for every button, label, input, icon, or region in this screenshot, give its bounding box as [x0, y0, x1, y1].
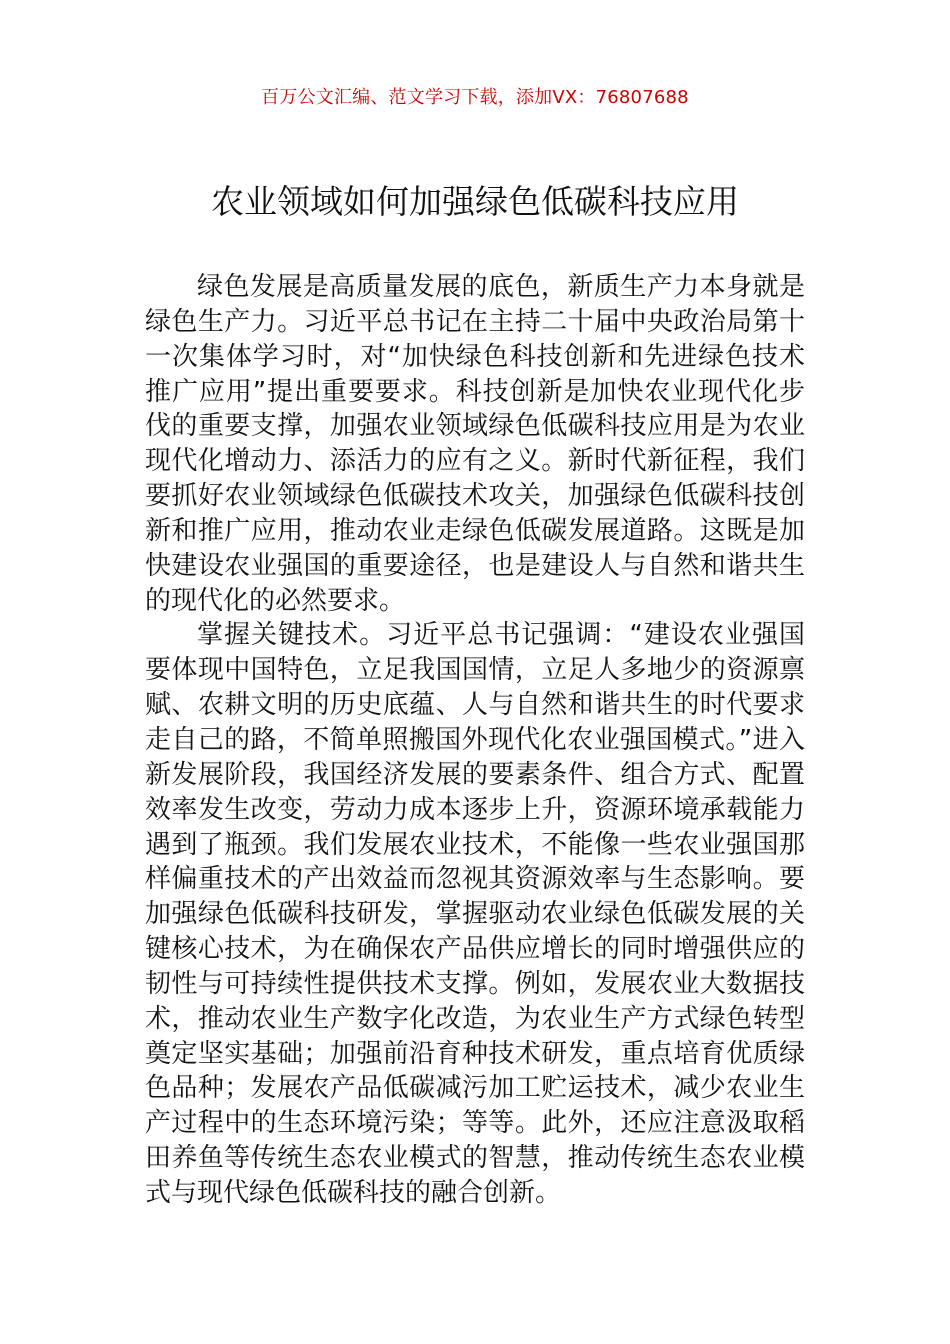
article-body	[145, 270, 805, 1211]
paragraph-key-technology: 掌握关键技术。习近平总书记强调：“建设农业强国要体现中国特色，立足我国国情，立足人多地少的资源禀赋、农耕文明的历史底蕴、人与自然和谐共生的时代要求走自己的路，不简单照搬国外现代化农业强国模式。”进入新发展阶段，我国经济发展的要素条件、组合方式、配置效率发生改变，劳动力成本逐步上升，资源环境承载能力遇到了瓶颈。我们发展农业技术，不能像一些农业强国那样偏重技术的产出效益而忽视其资源效率与生态影响。要加强绿色低碳科技研发，掌握驱动农业绿色低碳发展的关键核心技术，为在确保农产品供应增长的同时增强供应的韧性与可持续性提供技术支撑。例如，发展农业大数据技术，推动农业生产数字化改造，为农业生产方式绿色转型奠定坚实基础；加强前沿育种技术研发，重点培育优质绿色品种；发展农产品低碳减污加工贮运技术，减少农业生产过程中的生态环境污染；等等。此外，还应注意汲取稻田养鱼等传统生态农业模式的智慧，推动传统生态农业模式与现代绿色低碳科技的融合创新。	[145, 620, 805, 1208]
page-title: 农业领域如何加强绿色低碳科技应用	[211, 182, 739, 221]
paragraph-intro: 绿色发展是高质量发展的底色，新质生产力本身就是绿色生产力。习近平总书记在主持二十届中央政治局第十一次集体学习时，对“加快绿色科技创新和先进绿色技术推广应用”提出重要要求。科技创新是加快农业现代化步伐的重要支撑，加强农业领域绿色低碳科技应用是为农业现代化增动力、添活力的应有之义。新时代新征程，我们要抓好农业领域绿色低碳技术攻关，加强绿色低碳科技创新和推广应用，推动农业走绿色低碳发展道路。这既是加快建设农业强国的重要途径，也是建设人与自然和谐共生的现代化的必然要求。	[145, 272, 805, 616]
download-notice: 百万公文汇编、范文学习下载，添加VX：76807688	[261, 87, 689, 108]
